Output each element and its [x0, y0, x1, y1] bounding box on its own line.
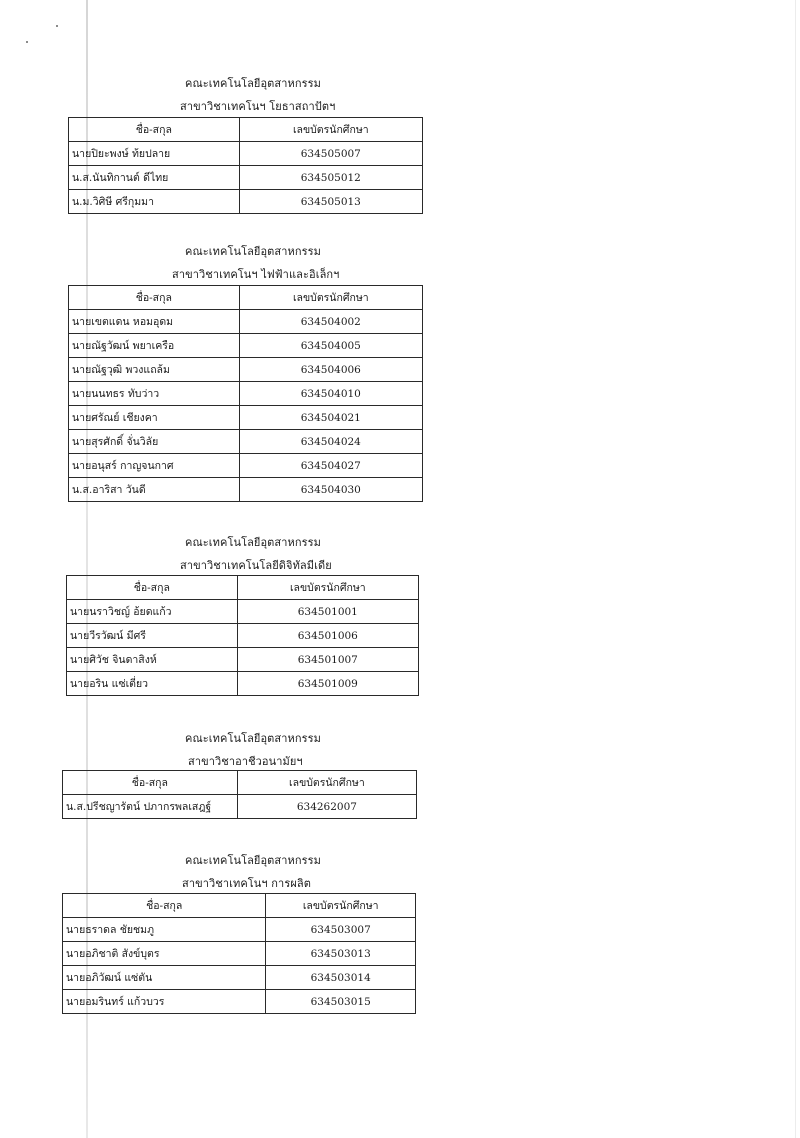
student-id: 634504010	[239, 382, 422, 406]
table-header-row	[63, 894, 416, 918]
table-header-row	[69, 118, 423, 142]
student-name: นายนราวิชญ์ อ้ยดแก้ว	[67, 600, 238, 624]
student-id: 634504005	[239, 334, 422, 358]
student-name: นายอภิวัฒน์ แซ่ตัน	[63, 966, 266, 990]
student-table	[62, 770, 417, 819]
table-row	[63, 918, 416, 942]
faculty-heading: คณะเทคโนโลยีอุตสาหกรรม	[185, 77, 321, 90]
student-table	[66, 575, 419, 696]
table-row	[69, 166, 423, 190]
student-name: น.ม.วิศิษี ศรีกุมมา	[69, 190, 240, 214]
id-column-header: เลขบัตรนักศึกษา	[239, 118, 422, 142]
id-column-header: เลขบัตรนักศึกษา	[239, 286, 422, 310]
student-name: นายศิวัช จินดาสิงห์	[67, 648, 238, 672]
student-name: น.ส.อาริสา วันดี	[69, 478, 240, 502]
student-name: นายอมรินทร์ แก้วบวร	[63, 990, 266, 1014]
table-row	[63, 990, 416, 1014]
student-name: นายณัฐวัฒน์ พยาเครือ	[69, 334, 240, 358]
table-row	[69, 142, 423, 166]
scan-right-edge	[795, 0, 796, 1138]
student-name: นายอริน แซ่เตี่ยว	[67, 672, 238, 696]
student-id: 634501009	[237, 672, 418, 696]
student-name: นายปิยะพงษ์ ท้ยปลาย	[69, 142, 240, 166]
student-id: 634504021	[239, 406, 422, 430]
student-id: 634505013	[239, 190, 422, 214]
student-id: 634503013	[266, 942, 416, 966]
student-id: 634505012	[239, 166, 422, 190]
table-header-row	[69, 286, 423, 310]
student-table	[62, 893, 416, 1014]
name-column-header: ชื่อ-สกุล	[63, 894, 266, 918]
id-column-header: เลขบัตรนักศึกษา	[237, 771, 416, 795]
student-id: 634504024	[239, 430, 422, 454]
table-header-row	[67, 576, 419, 600]
student-id: 634505007	[239, 142, 422, 166]
student-id: 634504002	[239, 310, 422, 334]
program-heading: สาขาวิชาเทคโนฯ การผลิต	[182, 877, 311, 890]
table-row	[69, 334, 423, 358]
student-id: 634503007	[266, 918, 416, 942]
table-row	[69, 358, 423, 382]
table-row	[67, 672, 419, 696]
table-row	[69, 430, 423, 454]
student-name: น.ส.นันทิกานต์ ดีไทย	[69, 166, 240, 190]
student-name: นายอภิชาติ สังข์บุตร	[63, 942, 266, 966]
student-id: 634501006	[237, 624, 418, 648]
table-row	[67, 648, 419, 672]
student-id: 634504006	[239, 358, 422, 382]
student-id: 634504027	[239, 454, 422, 478]
student-id: 634262007	[237, 795, 416, 819]
table-row	[69, 310, 423, 334]
table-row	[63, 966, 416, 990]
student-name: นายสุรศักดิ์ จั่นวิลัย	[69, 430, 240, 454]
name-column-header: ชื่อ-สกุล	[69, 118, 240, 142]
student-id: 634501001	[237, 600, 418, 624]
table-row	[63, 795, 417, 819]
table-header-row	[63, 771, 417, 795]
student-id: 634503015	[266, 990, 416, 1014]
student-table	[68, 117, 423, 214]
program-heading: สาขาวิชาเทคโนโลยีดิจิทัลมีเดีย	[180, 559, 332, 572]
student-name: นายศรัณย์ เชียงคา	[69, 406, 240, 430]
program-heading: สาขาวิชาเทคโนฯ โยธาสถาปัตฯ	[180, 100, 336, 113]
faculty-heading: คณะเทคโนโลยีอุตสาหกรรม	[185, 245, 321, 258]
faculty-heading: คณะเทคโนโลยีอุตสาหกรรม	[185, 536, 321, 549]
table-row	[67, 600, 419, 624]
table-row	[63, 942, 416, 966]
student-name: นายณัฐวุฒิ พวงแถล้ม	[69, 358, 240, 382]
student-id: 634501007	[237, 648, 418, 672]
program-heading: สาขาวิชาอาชีวอนามัยฯ	[188, 755, 303, 768]
student-name: น.ส.ปรีชญารัตน์ ปภากรพลเสฎฐ์	[63, 795, 238, 819]
student-name: นายนนทธร ทับว่าว	[69, 382, 240, 406]
faculty-heading: คณะเทคโนโลยีอุตสาหกรรม	[185, 732, 321, 745]
name-column-header: ชื่อ-สกุล	[69, 286, 240, 310]
faculty-heading: คณะเทคโนโลยีอุตสาหกรรม	[185, 854, 321, 867]
name-column-header: ชื่อ-สกุล	[63, 771, 238, 795]
table-row	[69, 190, 423, 214]
table-row	[69, 382, 423, 406]
scan-speck	[26, 41, 28, 43]
table-row	[67, 624, 419, 648]
student-id: 634503014	[266, 966, 416, 990]
id-column-header: เลขบัตรนักศึกษา	[237, 576, 418, 600]
student-name: นายเขตแดน หอมอุดม	[69, 310, 240, 334]
table-row	[69, 454, 423, 478]
scan-speck	[56, 25, 58, 27]
program-heading: สาขาวิชาเทคโนฯ ไฟฟ้าและอิเล็กฯ	[172, 268, 340, 281]
student-name: นายอนุสร์ กาญจนกาศ	[69, 454, 240, 478]
student-id: 634504030	[239, 478, 422, 502]
name-column-header: ชื่อ-สกุล	[67, 576, 238, 600]
id-column-header: เลขบัตรนักศึกษา	[266, 894, 416, 918]
table-row	[69, 478, 423, 502]
student-name: นายวีรวัฒน์ มีศรี	[67, 624, 238, 648]
student-table	[68, 285, 423, 502]
table-row	[69, 406, 423, 430]
student-name: นายธราดล ชัยชมภู	[63, 918, 266, 942]
